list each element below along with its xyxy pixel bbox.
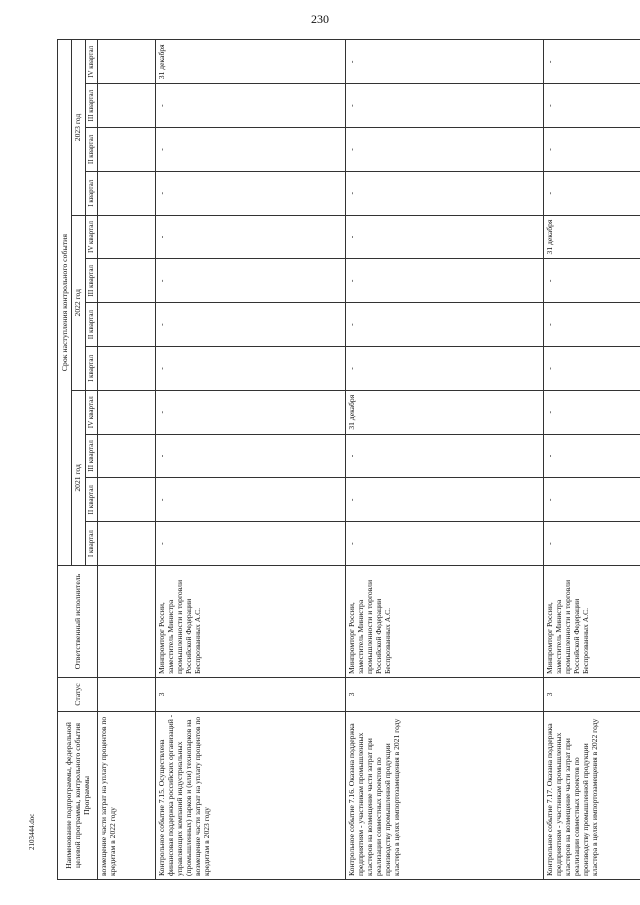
- quarter-cell: -: [544, 40, 640, 84]
- quarter-cell: -: [544, 303, 640, 347]
- header-quarter: IV квартал: [86, 40, 98, 84]
- header-quarter: II квартал: [86, 303, 98, 347]
- quarter-cell: [98, 478, 156, 522]
- header-year-2023: 2023 год: [72, 40, 86, 215]
- quarter-cell: [98, 522, 156, 566]
- table-row: [156, 40, 346, 880]
- quarter-cell: -: [346, 84, 544, 128]
- control-events-table: [57, 39, 640, 880]
- header-name: Наименование подпрограммы, федеральной целевой программы, контрольного события Программы: [58, 712, 98, 880]
- quarter-cell: [98, 259, 156, 303]
- header-quarter: II квартал: [86, 478, 98, 522]
- quarter-cell: -: [544, 259, 640, 303]
- quarter-cell: -: [346, 128, 544, 172]
- quarter-cell: -: [156, 478, 346, 522]
- quarter-cell: -: [156, 434, 346, 478]
- quarter-cell: [98, 40, 156, 84]
- page-number: 230: [311, 12, 329, 26]
- header-quarter: I квартал: [86, 347, 98, 391]
- quarter-cell: -: [156, 259, 346, 303]
- table-body: [98, 40, 640, 880]
- quarter-cell: [98, 390, 156, 434]
- quarter-cell: -: [156, 84, 346, 128]
- table-row: [544, 40, 640, 880]
- quarter-cell: -: [346, 434, 544, 478]
- status-cell: 3: [544, 678, 640, 712]
- header-quarter: II квартал: [86, 128, 98, 172]
- rotated-table-wrapper: [57, 40, 617, 880]
- quarter-cell: -: [346, 478, 544, 522]
- quarter-cell: -: [156, 215, 346, 259]
- quarter-cell: -: [156, 303, 346, 347]
- header-quarter: III квартал: [86, 259, 98, 303]
- quarter-cell: [98, 84, 156, 128]
- quarter-cell: -: [156, 171, 346, 215]
- quarter-cell: [98, 347, 156, 391]
- header-quarter: III квартал: [86, 434, 98, 478]
- header-quarter: IV квартал: [86, 215, 98, 259]
- quarter-cell: -: [346, 215, 544, 259]
- header-year-2021: 2021 год: [72, 390, 86, 565]
- quarter-cell: -: [544, 478, 640, 522]
- header-deadline: Срок наступления контрольного события: [58, 40, 72, 566]
- header-quarter: I квартал: [86, 522, 98, 566]
- responsible-cell: Минпромторг России, заместитель Министра промышленности и торговли Российской Федерации Беспрозванных А.С.: [544, 566, 640, 678]
- header-year-2022: 2022 год: [72, 215, 86, 390]
- header-quarter: IV квартал: [86, 390, 98, 434]
- status-cell: 3: [346, 678, 544, 712]
- quarter-cell: -: [346, 303, 544, 347]
- quarter-cell: -: [346, 40, 544, 84]
- quarter-cell: -: [156, 390, 346, 434]
- event-name-cell: Контрольное событие 7.17. Оказана поддержка предприятиям - участникам промышленных кластеров на возмещение части затрат при реализации совместных проектов по производству промышленной продукции кластера в целях импортозамещения в 2022 году: [544, 712, 640, 880]
- quarter-cell: -: [544, 128, 640, 172]
- responsible-cell: [98, 566, 156, 678]
- event-name-cell: Контрольное событие 7.16. Оказана поддержка предприятиям - участникам промышленных кластеров на возмещение части затрат при реализации совместных проектов по производству промышленной продукции кластера в целях импортозамещения в 2021 году: [346, 712, 544, 880]
- header-quarter: I квартал: [86, 171, 98, 215]
- quarter-cell: -: [346, 347, 544, 391]
- table-row: [98, 40, 156, 880]
- quarter-cell: -: [346, 522, 544, 566]
- responsible-cell: Минпромторг России, заместитель Министра промышленности и торговли Российской Федерации Беспрозванных А.С.: [346, 566, 544, 678]
- quarter-cell: [98, 215, 156, 259]
- header-responsible: Ответственный исполнитель: [58, 566, 98, 678]
- quarter-cell: -: [544, 347, 640, 391]
- quarter-cell: -: [156, 347, 346, 391]
- table-row: [346, 40, 544, 880]
- event-name-cell: возмещение части затрат на уплату процентов по кредитам в 2022 году: [98, 712, 156, 880]
- responsible-cell: Минпромторг России, заместитель Министра промышленности и торговли Российской Федерации Беспрозванных А.С.: [156, 566, 346, 678]
- header-quarter: III квартал: [86, 84, 98, 128]
- quarter-cell: -: [156, 128, 346, 172]
- quarter-cell: [98, 128, 156, 172]
- quarter-cell: [98, 303, 156, 347]
- quarter-cell: -: [544, 434, 640, 478]
- header-status: Статус: [58, 678, 98, 712]
- footer-document-id: 2103444.doc: [28, 813, 36, 850]
- status-cell: [98, 678, 156, 712]
- quarter-cell: -: [346, 171, 544, 215]
- quarter-cell: -: [544, 390, 640, 434]
- quarter-cell: -: [156, 522, 346, 566]
- quarter-cell: 31 декабря: [156, 40, 346, 84]
- quarter-cell: -: [346, 259, 544, 303]
- quarter-cell: [98, 434, 156, 478]
- quarter-cell: [98, 171, 156, 215]
- quarter-cell: 31 декабря: [544, 215, 640, 259]
- quarter-cell: -: [544, 171, 640, 215]
- status-cell: 3: [156, 678, 346, 712]
- event-name-cell: Контрольное событие 7.15. Осуществлена финансовая поддержка российских организаций - управляющих компаний индустриальных (промышленных) парков и (или) технопарков на возмещение части затрат на уплату процентов по кредитам в 2023 году: [156, 712, 346, 880]
- quarter-cell: -: [544, 522, 640, 566]
- quarter-cell: 31 декабря: [346, 390, 544, 434]
- quarter-cell: -: [544, 84, 640, 128]
